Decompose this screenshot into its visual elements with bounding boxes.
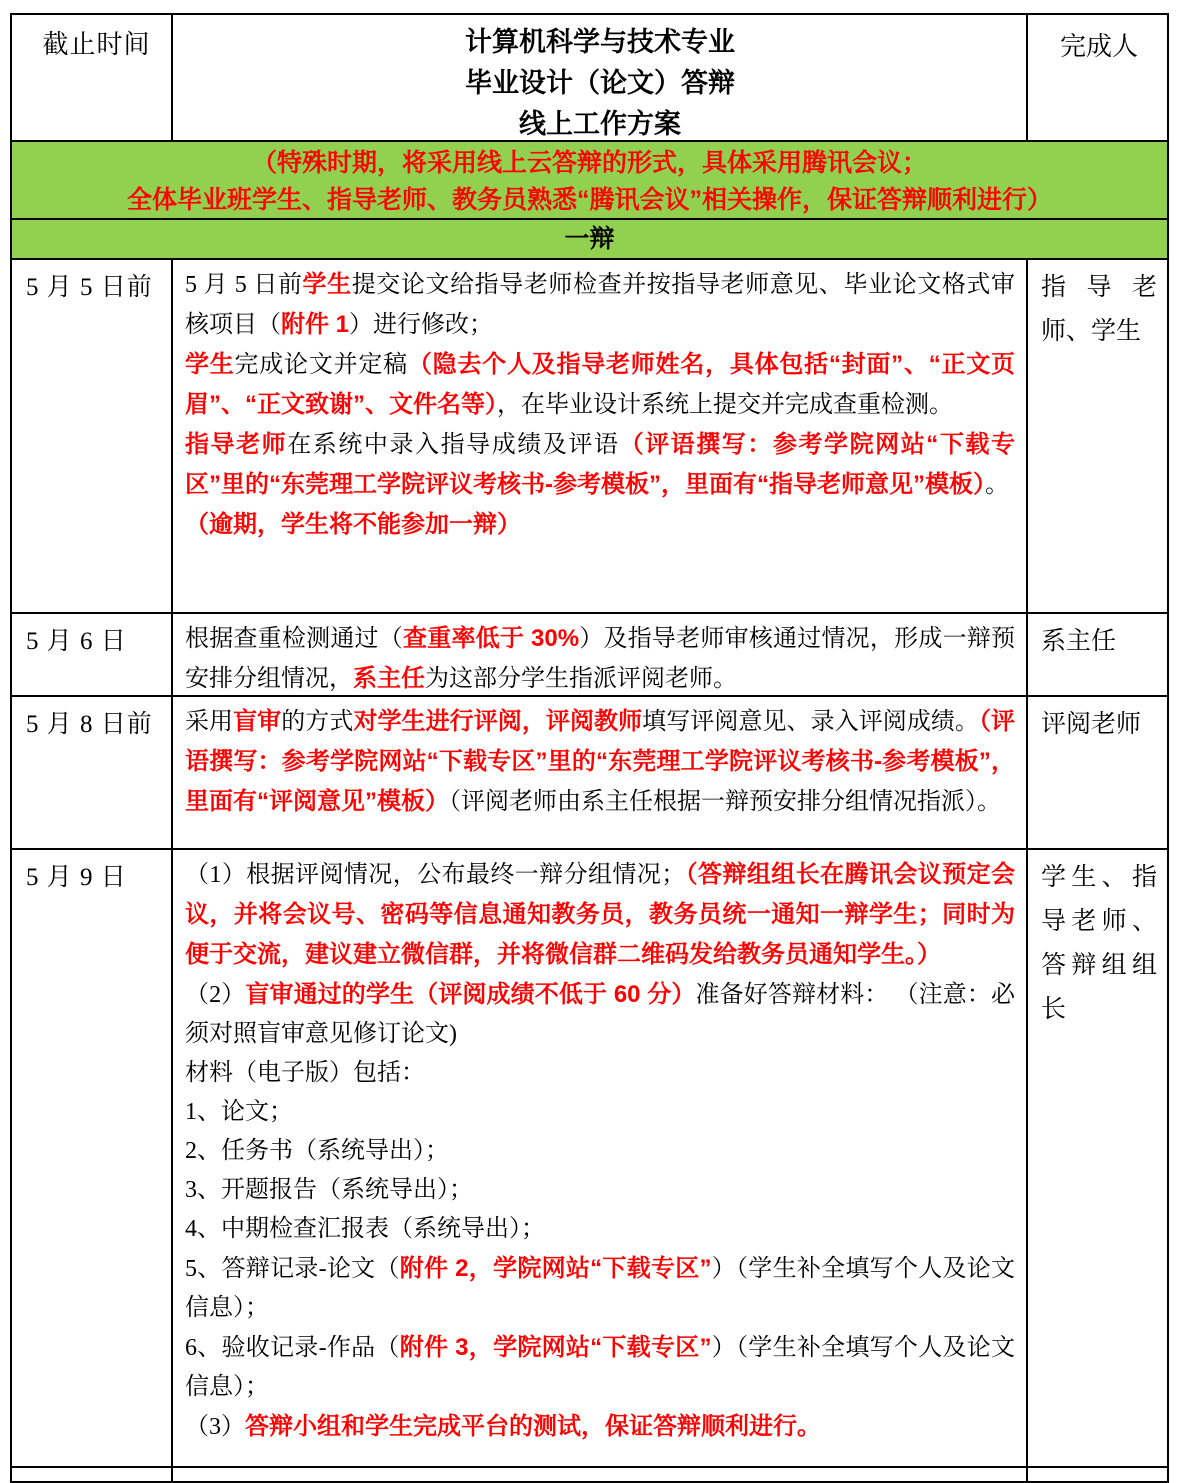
notice-banner <box>12 140 1167 218</box>
plan-title-line2: 毕业设计（论文）答辩 <box>465 68 735 98</box>
section-row-first-defense: 一辩 <box>12 218 1167 258</box>
completer-cell: 系主任 <box>1026 614 1167 695</box>
paragraph: 3、开题报告（系统导出）； <box>185 1177 473 1203</box>
plan-title-line1: 计算机科学与技术专业 <box>465 27 735 57</box>
content-cell <box>173 614 1026 695</box>
table-header-row <box>12 15 1167 140</box>
notice-banner-line1: （特殊时期，将采用线上云答辩的形式，具体采用腾讯会议； <box>251 149 927 177</box>
paragraph: （逾期，学生将不能参加一辩） <box>185 511 521 538</box>
table-row <box>12 612 1167 695</box>
paragraph: 2、任务书（系统导出）； <box>185 1138 449 1164</box>
paragraph: 指导老师在系统中录入指导成绩及评语（评语撰写：参考学院网站“下载专区”里的“东莞理工学院评议考核书-参考模板”，里面有“指导老师意见”模板）。 <box>185 431 1015 498</box>
date-cell: 5 月 9 日 <box>12 850 173 1466</box>
plan-title-cell <box>173 15 1026 140</box>
date-cell <box>12 1468 173 1481</box>
completer-cell: 学生、指导老师、答辩组组长 <box>1026 850 1167 1466</box>
completer-column-header: 完成人 <box>1026 15 1167 140</box>
paragraph: 4、中期检查汇报表（系统导出）； <box>185 1216 545 1242</box>
paragraph: 根据查重检测通过（查重率低于 30%）及指导老师审核通过情况，形成一辩预安排分组情况，系主任为这部分学生指派评阅老师。 <box>185 625 1016 692</box>
paragraph: 采用盲审的方式对学生进行评阅，评阅教师填写评阅意见、录入评阅成绩。（评语撰写：参考学院网站“下载专区”里的“东莞理工学院评议考核书-参考模板”，里面有“评阅意见”模板）（评阅老师由系主任根据一辩预安排分组情况指派）。 <box>185 708 1016 815</box>
table-row <box>12 848 1167 1466</box>
date-cell: 5 月 8 日前 <box>12 697 173 848</box>
paragraph: 学生完成论文并定稿（隐去个人及指导老师姓名，具体包括“封面”、“正文页眉”、“正文致谢”、文件名等），在毕业设计系统上提交并完成查重检测。 <box>185 351 1016 418</box>
paragraph: 5、答辩记录-论文（附件 2，学院网站“下载专区”）（学生补全填写个人及论文信息）； <box>185 1255 1016 1321</box>
paragraph: （3）答辩小组和学生完成平台的测试，保证答辩顺利进行。 <box>185 1413 821 1440</box>
table-row <box>12 258 1167 612</box>
content-cell <box>173 1468 1026 1481</box>
paragraph: 材料（电子版）包括： <box>185 1060 425 1086</box>
paragraph: （2）盲审通过的学生（评阅成绩不低于 60 分）准备好答辩材料： （注意：必须对照盲审意见修订论文) <box>185 981 1016 1047</box>
content-cell <box>173 260 1026 612</box>
paragraph: 1、论文； <box>185 1099 293 1125</box>
paragraph: 6、验收记录-作品（附件 3，学院网站“下载专区”）（学生补全填写个人及论文信息）； <box>185 1334 1016 1400</box>
work-plan-table <box>10 13 1169 1483</box>
date-cell: 5 月 5 日前 <box>12 260 173 612</box>
completer-cell <box>1026 1468 1167 1481</box>
completer-cell: 评阅老师 <box>1026 697 1167 848</box>
plan-title-line3: 线上工作方案 <box>519 109 681 139</box>
notice-banner-line2: 全体毕业班学生、指导老师、教务员熟悉“腾讯会议”相关操作，保证答辩顺利进行） <box>126 186 1052 214</box>
table-row-partial <box>12 1466 1167 1481</box>
completer-cell: 指导老师、学生 <box>1026 260 1167 612</box>
paragraph: （1）根据评阅情况，公布最终一辩分组情况；（答辩组组长在腾讯会议预定会议，并将会议号、密码等信息通知教务员，教务员统一通知一辩学生；同时为便于交流，建议建立微信群，并将微信群二维码发给教务员通知学生。） <box>185 861 1015 968</box>
deadline-column-header: 截止时间 <box>12 15 173 140</box>
table-row <box>12 695 1167 848</box>
paragraph: 5 月 5 日前学生提交论文给指导老师检查并按指导老师意见、毕业论文格式审核项目（附件 1）进行修改； <box>185 271 1016 338</box>
date-cell: 5 月 6 日 <box>12 614 173 695</box>
content-cell <box>173 697 1026 848</box>
content-cell <box>173 850 1026 1466</box>
